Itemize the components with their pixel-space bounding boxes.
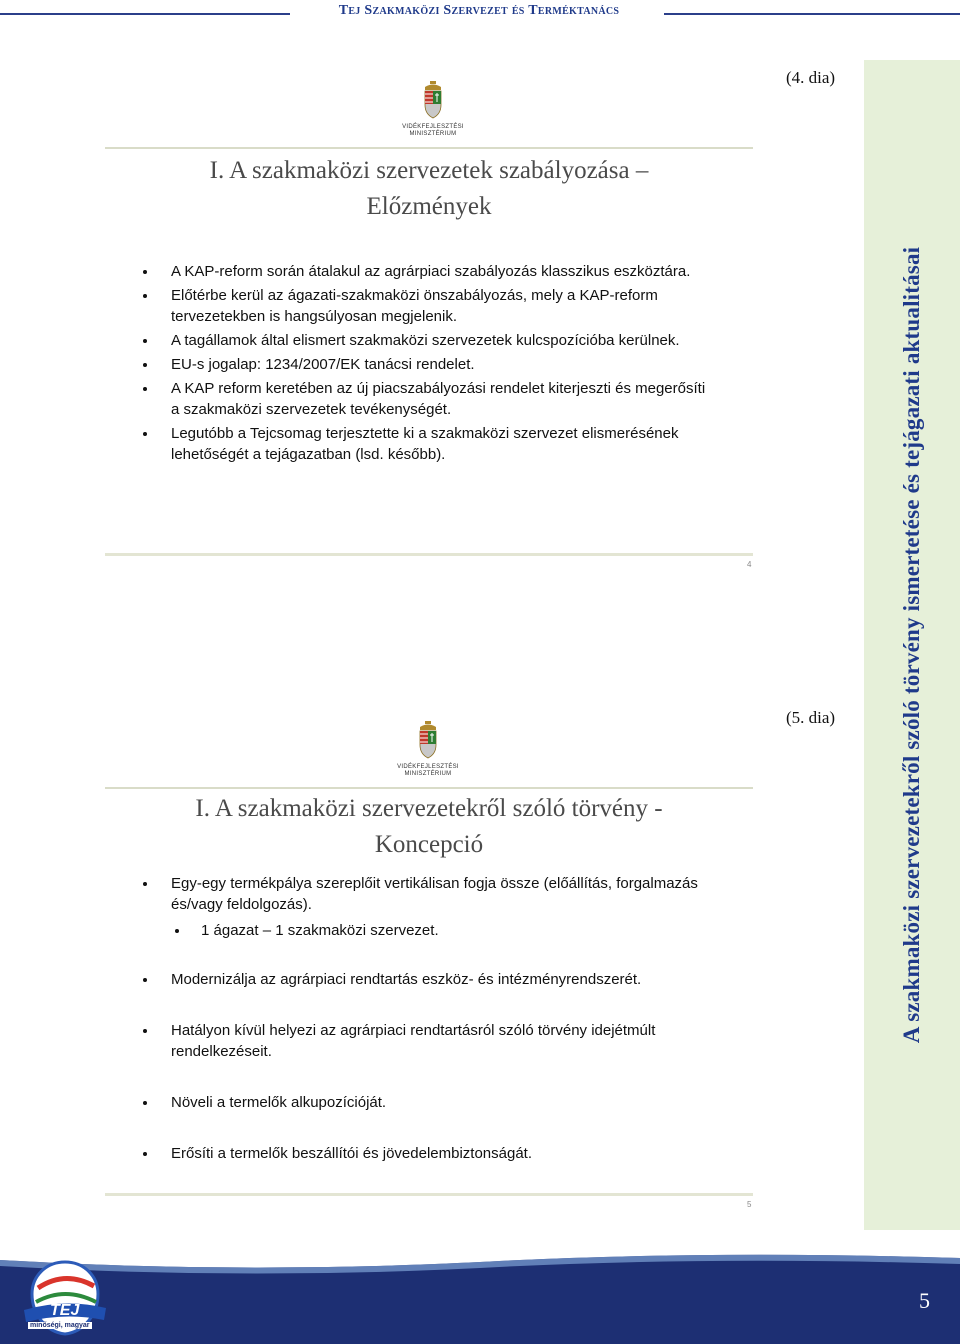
header-title: Tej Szakmaközi Szervezet és Terméktanács xyxy=(338,3,620,18)
list-item: A KAP-reform során átalakul az agrárpiaci szabályozás klasszikus eszköztára. xyxy=(143,261,713,282)
slide-page-number: 4 xyxy=(747,560,752,569)
list-item: Modernizálja az agrárpiaci rendtartás eszköz- és intézményrendszerét. xyxy=(143,969,713,990)
ministry-name: VIDÉKFEJLESZTÉSI MINISZTÉRIUM xyxy=(397,764,459,777)
slide-title xyxy=(105,153,753,225)
tej-logo-text: TEJ xyxy=(50,1302,80,1319)
slide-bottom-rule xyxy=(105,553,753,556)
dia-label-4: (4. dia) xyxy=(786,68,836,87)
bullet-icon xyxy=(143,387,147,391)
slide-title xyxy=(105,791,753,863)
slide-title-line2: Előzmények xyxy=(366,193,492,220)
header-rule-right xyxy=(664,13,960,15)
bullet-icon xyxy=(143,294,147,298)
slide-bottom-rule xyxy=(105,1193,753,1196)
bullet-icon xyxy=(143,363,147,367)
bullet-icon xyxy=(143,1029,147,1033)
tej-logo xyxy=(22,1258,108,1338)
slide-5 xyxy=(105,715,757,1215)
crest-icon xyxy=(417,721,439,759)
list-item: Előtérbe kerül az ágazati-szakmaközi önszabályozás, mely a KAP-reform tervezetekben is hangsúlyosan megjelenik. xyxy=(143,285,713,327)
dia-label-5: (5. dia) xyxy=(786,708,836,727)
page-footer xyxy=(0,1248,960,1344)
list-item: 1 ágazat – 1 szakmaközi szervezet. xyxy=(143,920,713,941)
slide-top-rule xyxy=(105,147,753,149)
footer-wave-graphic xyxy=(0,1248,960,1344)
ministry-name: VIDÉKFEJLESZTÉSI MINISZTÉRIUM xyxy=(402,124,464,137)
bullet-icon xyxy=(175,929,179,933)
bullet-icon xyxy=(143,339,147,343)
ministry-logo xyxy=(388,721,468,778)
bullet-icon xyxy=(143,882,147,886)
list-item: Legutóbb a Tejcsomag terjesztette ki a szakmaközi szervezet elismerésének lehetőségét a tejágazatban (lsd. később). xyxy=(143,423,713,465)
page-number: 5 xyxy=(919,1288,930,1313)
tej-logo-tagline: minőségi, magyar xyxy=(30,1322,90,1329)
bullet-icon xyxy=(143,270,147,274)
list-item: Növeli a termelők alkupozícióját. xyxy=(143,1092,713,1113)
header-rule-left xyxy=(0,13,290,15)
slide-title-line1: I. A szakmaközi szervezetekről szóló törvény - xyxy=(195,795,663,822)
list-item: Egy-egy termékpálya szereplőit vertikálisan fogja össze (előállítás, forgalmazás és/vagy feldolgozás). xyxy=(143,873,713,915)
bullet-icon xyxy=(143,1152,147,1156)
slide-bullet-list xyxy=(143,873,713,1164)
crest-icon xyxy=(422,81,444,119)
bullet-icon xyxy=(143,432,147,436)
ministry-logo xyxy=(393,81,473,138)
slide-title-line2: Koncepció xyxy=(374,831,484,858)
slide-page-number: 5 xyxy=(747,1200,752,1209)
side-panel-title: A szakmaközi szervezetekről szóló törvény ismertetése és tejágazati aktualitásai xyxy=(899,246,924,1044)
slide-title-line1: I. A szakmaközi szervezetek szabályozása – xyxy=(209,157,649,184)
side-panel xyxy=(864,60,960,1230)
list-item: EU-s jogalap: 1234/2007/EK tanácsi rendelet. xyxy=(143,354,713,375)
bullet-icon xyxy=(143,1101,147,1105)
slide-4 xyxy=(105,75,757,575)
page-header xyxy=(0,0,960,30)
list-item: A KAP reform keretében az új piacszabályozási rendelet kiterjeszti és megerősíti a szakmaközi szervezetek tevékenységét. xyxy=(143,378,713,420)
list-item: A tagállamok által elismert szakmaközi szervezetek kulcspozícióba kerülnek. xyxy=(143,330,713,351)
bullet-icon xyxy=(143,978,147,982)
list-item: Hatályon kívül helyezi az agrárpiaci rendtartásról szóló törvény idejétmúlt rendelkezéseit. xyxy=(143,1020,713,1062)
slide-bullet-list xyxy=(143,261,713,465)
slide-top-rule xyxy=(105,787,753,789)
list-item: Erősíti a termelők beszállítói és jövedelembiztonságát. xyxy=(143,1143,713,1164)
